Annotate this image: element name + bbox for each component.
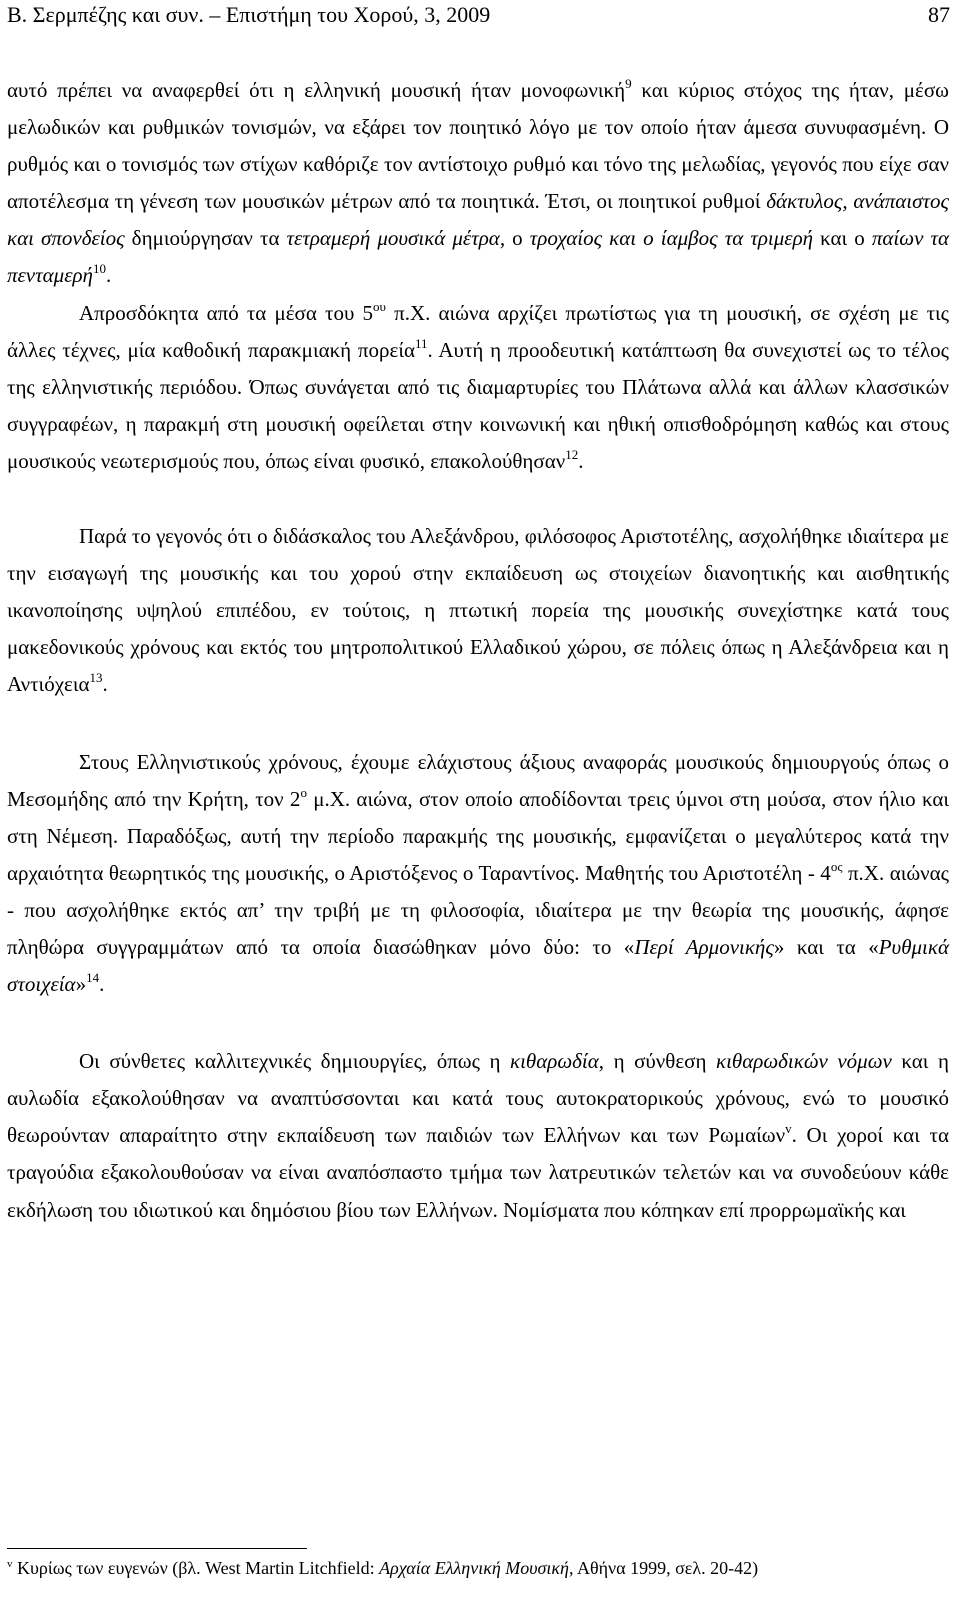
paragraph: Παρά το γεγονός ότι ο διδάσκαλος του Αλεξάνδρου, φιλόσοφος Αριστοτέλης, ασχολήθηκε ιδιαίτερα με την εισαγωγή της μουσικής και του χορού στην εκπαίδευση ως στοιχείων διανοητικής και αισθητικής ικανοποίησης υψηλού επιπέδου, εν τούτοις, η πτωτική πορεία της μουσικής συνεχίστηκε κατά τους μακεδονικούς χρόνους και εκτός του μητροπολιτικού Ελλαδικού χώρου, σε πόλεις όπως η Αλεξάνδρεια και η Αντιόχεια$^{13}$. <box>7 524 949 697</box>
paragraph: αυτό πρέπει να αναφερθεί ότι η ελληνική μουσική ήταν μονοφωνική$^9$ και κύριος στόχος της ήταν, μέσω μελωδικών και ρυθμικών τονισμών, να εξάρει τον ποιητικό λόγο με τον οποίο ήταν άμεσα συνυφασμένη. Ο ρυθμός και ο τονισμός των στίχων καθόριζε τον αντίστοιχο ρυθμό και τόνο της μελωδίας, γεγονός που είχε σαν αποτέλεσμα τη γένεση των μουσικών μέτρων από τα ποιητικά. Έτσι, οι ποιητικοί ρυθμοί δάκτυλος, ανάπαιστος και σπονδείος δημιούργησαν τα τετραμερή μουσικά μέτρα, ο τροχαίος και ο ίαμβος τα τριμερή και ο παίων τα πενταμερή$^{10}$. <box>7 76 950 288</box>
footnote-ref: 14 <box>86 970 100 986</box>
footnote-separator <box>7 1548 307 1549</box>
paragraph: Οι σύνθετες καλλιτεχνικές δημιουργίες, όπως η κιθαρωδία, η σύνθεση κιθαρωδικών νόμων και η αυλωδία εξακολούθησαν να αναπτύσσονται και κατά τους αυτοκρατορικούς χρόνους, ενώ το μουσικό θεωρούνταν απαραίτητο στην εκπαίδευση των παιδιών των Ελλήνων και των Ρωμαίων$^v$. Οι χοροί και τα τραγούδια εξακολουθούσαν να είναι αναπόσπαστο τμήμα των λατρευτικών τελετών και να συνοδεύουν κάθε εκδήλωση του ιδιωτικού και δημόσιου βίου των Ελλήνων. Νομίσματα που κόπηκαν επί προρρωμαϊκής και <box>7 1049 949 1222</box>
footnote-ref: 10 <box>92 261 106 277</box>
footnote-ref: v <box>785 1121 792 1137</box>
footnote-marker: v <box>7 1558 13 1570</box>
page-number: 87 <box>928 2 950 27</box>
footnote: $^v$ Κυρίως των ευγενών (βλ. West Martin Litchfield: Αρχαία Ελληνική Μουσική, Αθήνα 1999, σελ. 20-42) <box>7 1558 759 1578</box>
paragraph: Στους Ελληνιστικούς χρόνους, έχουμε ελάχιστους άξιους αναφοράς μουσικούς δημιουργούς όπως ο Μεσομήδης από την Κρήτη, τον $2^o$ μ.Χ. αιώνα, στον οποίο αποδίδονται τρεις ύμνοι στη μούσα, στον ήλιο και στη Νέμεση. Παραδόξως, αυτή την περίοδο παρακμής της μουσικής, εμφανίζεται ο μεγαλύτερος κατά την αρχαιότητα θεωρητικός της μουσικής, ο Αριστόξενος ο Ταραντίνος. Μαθητής του Αριστοτέλη - $4^{o\varsigma}$ π.Χ. αιώνας - που ασχολήθηκε εκτός απ’ την τριβή με τη φιλοσοφία, ιδιαίτερα με την θεωρία της μουσικής, άφησε πληθώρα συγγραμμάτων από τα οποία διασώθηκαν μόνο δύο: το «Περί Αρμονικής» και τα «Ρυθμικά στοιχεία»$^{14}$. <box>7 749 949 997</box>
running-title: Β. Σερμπέζης και συν. – Επιστήμη του Χορού, 3, 2009 <box>7 2 491 27</box>
footnote-ref: 12 <box>565 446 579 462</box>
footnote-ref: 13 <box>89 670 103 686</box>
footnote-ref: 11 <box>415 335 428 351</box>
running-header <box>7 2 950 28</box>
footnote-ref: 9 <box>625 76 632 91</box>
body-text <box>7 72 949 1229</box>
paragraph: Απροσδόκητα από τα μέσα του $5^{o\upsilon}$ π.Χ. αιώνα αρχίζει πρωτίστως για τη μουσική, σε σχέση με τις άλλες τέχνες, μία καθοδική παρακμιακή πορεία$^{11}$. Αυτή η προοδευτική κατάπτωση θα συνεχιστεί ως το τέλος της ελληνιστικής περιόδου. Όπως συνάγεται από τις διαμαρτυρίες του Πλάτωνα αλλά και άλλων κλασσικών συγγραφέων, η παρακμή στη μουσική οφείλεται στην κοινωνική και ηθική οπισθοδρόμηση καθώς και στους μουσικούς νεωτερισμούς που, όπως είναι φυσικό, επακολούθησαν$^{12}$. <box>7 298 949 473</box>
